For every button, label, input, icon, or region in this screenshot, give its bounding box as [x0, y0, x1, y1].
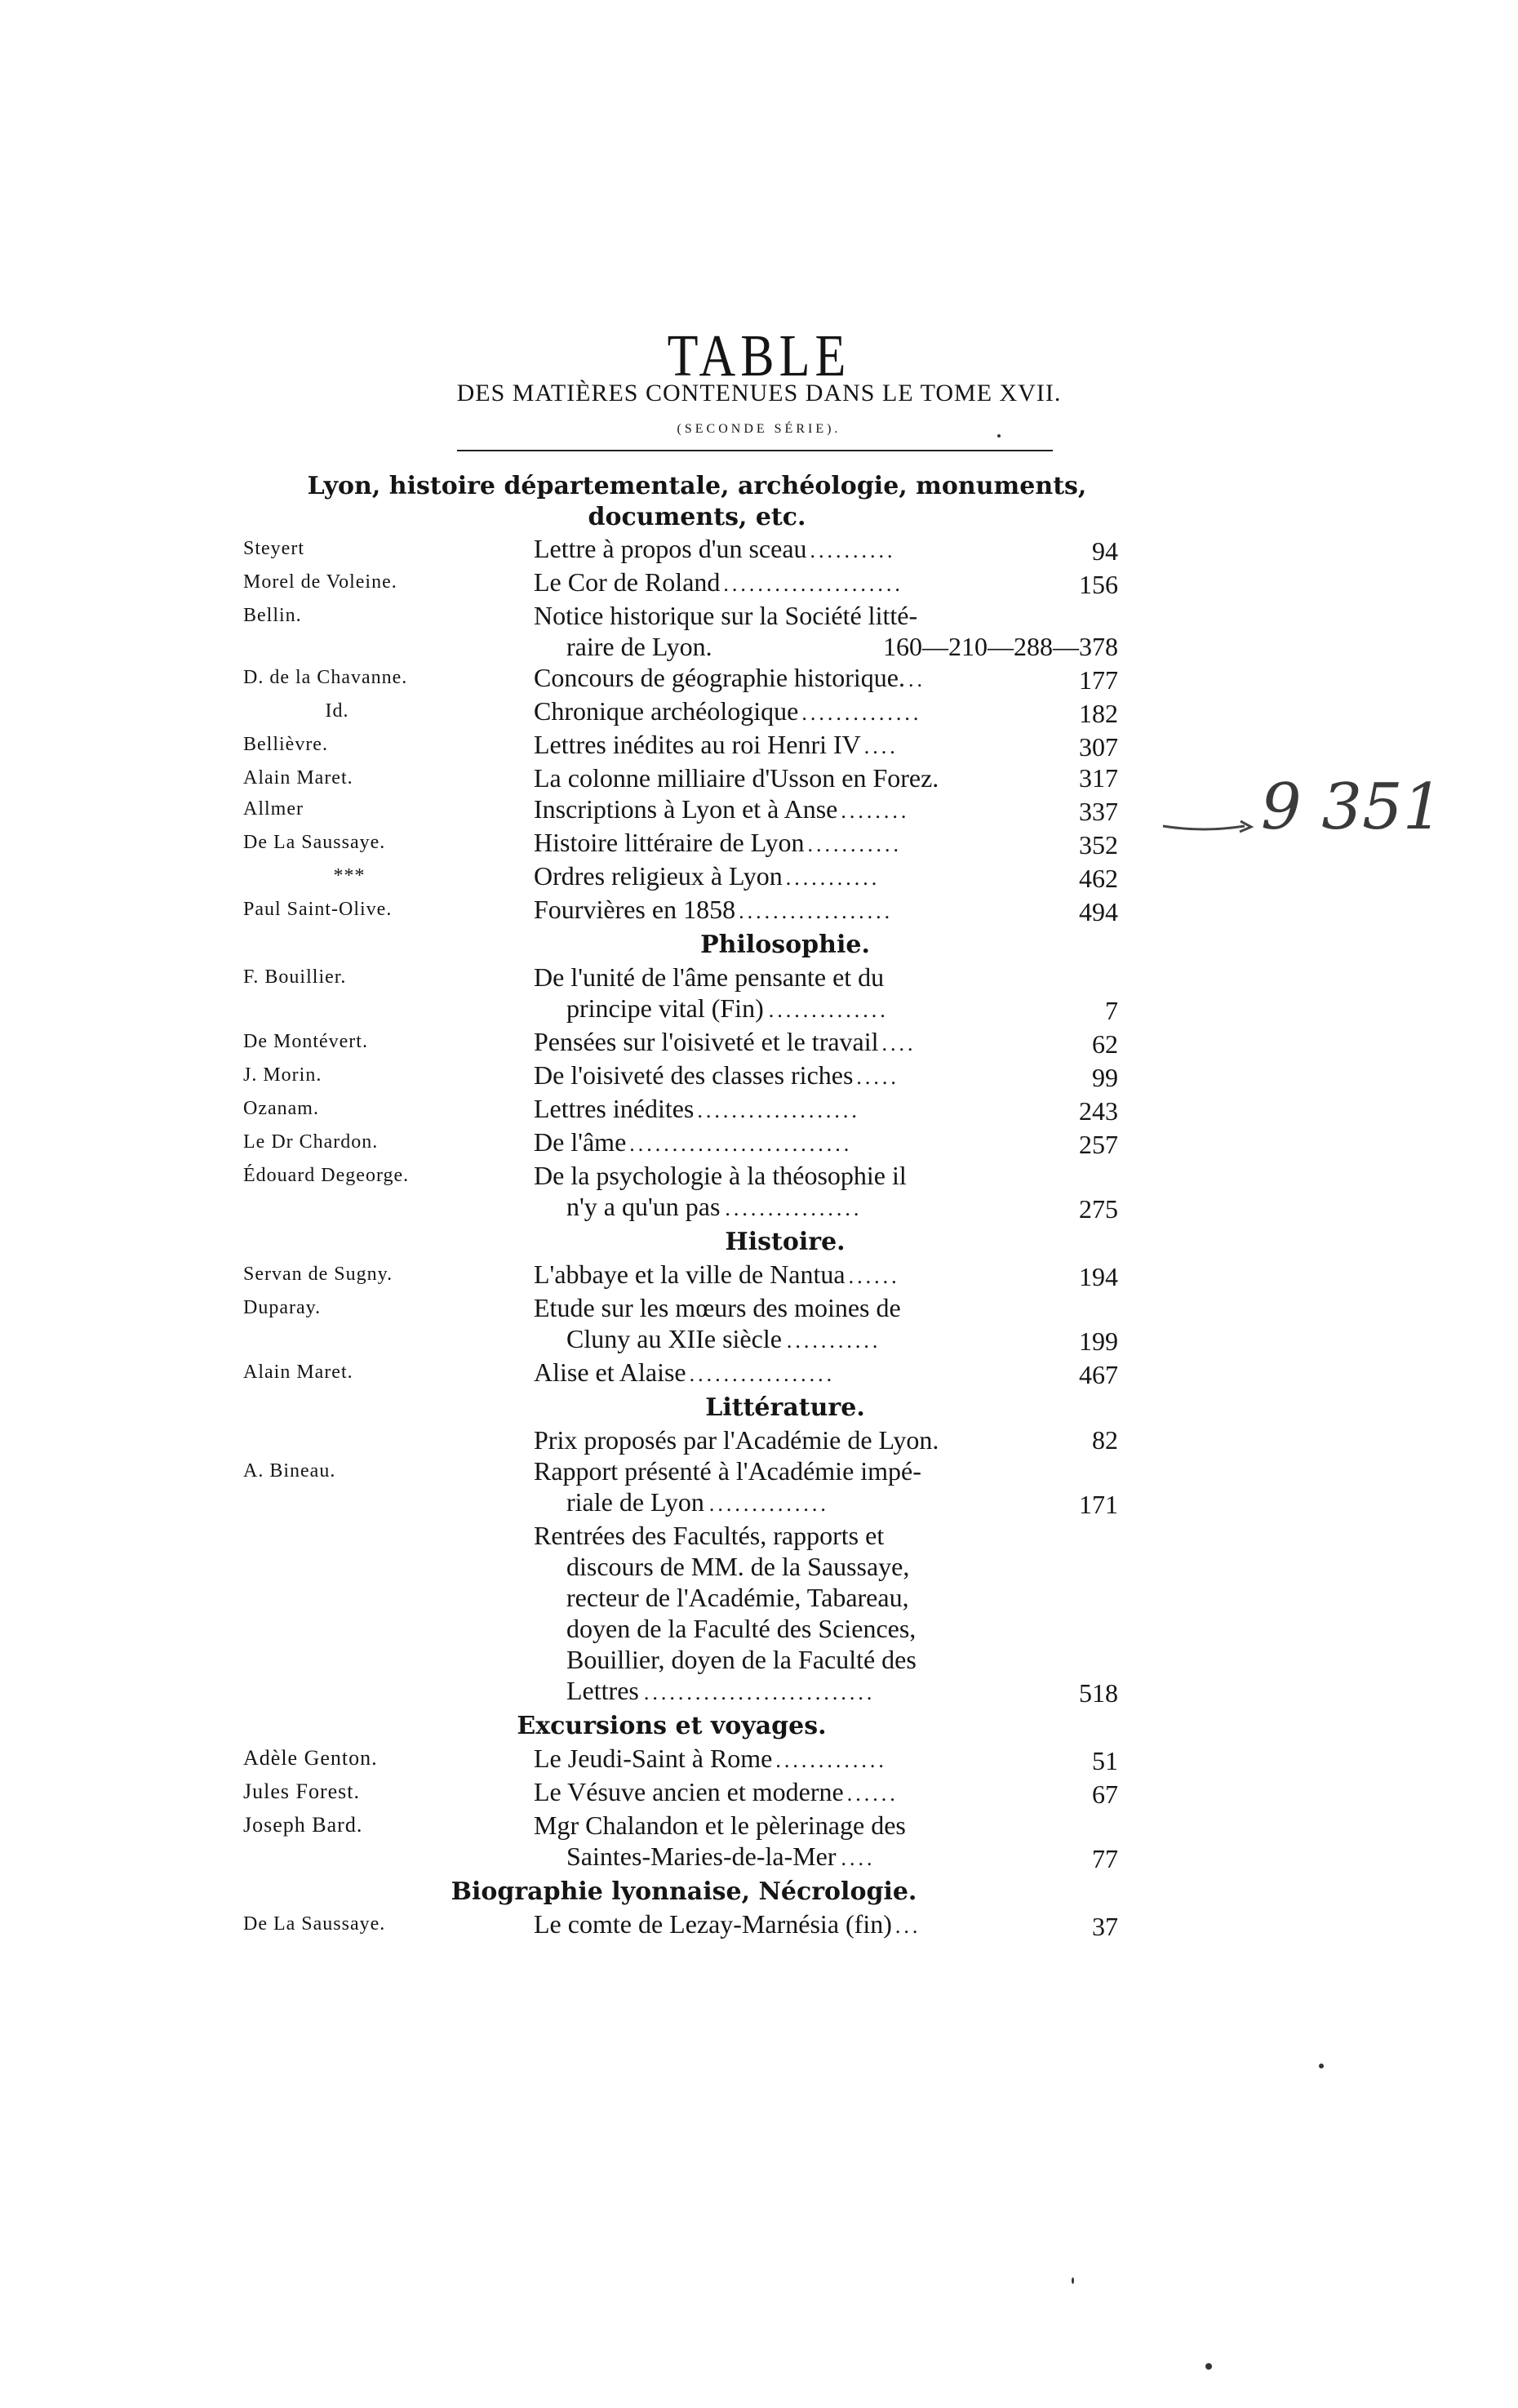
page-title: TABLE — [667, 323, 851, 389]
entry-page: 171 — [1079, 1490, 1118, 1519]
entry-author: Allmer — [243, 798, 304, 820]
entry-title: Histoire littéraire de Lyon ........... — [534, 828, 902, 857]
toc-entry — [243, 1357, 1118, 1390]
entry-page: 243 — [1079, 1096, 1118, 1126]
entry-page: 82 — [1092, 1425, 1118, 1455]
entry-author: Adèle Genton. — [243, 1746, 378, 1770]
toc-entry — [243, 860, 1118, 894]
toc-entry — [243, 566, 1118, 600]
entry-author: De La Saussaye. — [243, 832, 386, 853]
entry-title: L'abbaye et la ville de Nantua ...... — [534, 1260, 900, 1289]
toc-entry — [243, 1126, 1118, 1160]
entry-title: Inscriptions à Lyon et à Anse ........ — [534, 794, 910, 824]
entry-title: De la psychologie à la théosophie il n'y a qu'un pas ................ — [534, 1161, 907, 1221]
entry-author: De La Saussaye. — [243, 1913, 386, 1935]
entry-title: Rentrées des Facultés, rapports et discours de MM. de la Saussaye, recteur de l'Académie, Tabareau, doyen de la Faculté des Sciences, Bouillier, doyen de la Faculté des Lettres ........................... — [534, 1521, 917, 1705]
entry-title: Ordres religieux à Lyon ........... — [534, 861, 881, 891]
toc-entry — [243, 1160, 1118, 1224]
entry-title: De l'oisiveté des classes riches ..... — [534, 1060, 899, 1090]
section-heading-philosophie: Philosophie. — [700, 931, 870, 959]
entry-author: Servan de Sugny. — [243, 1264, 393, 1285]
header-rule — [457, 450, 1053, 451]
toc-entry — [243, 1455, 1118, 1520]
toc-entry — [243, 1060, 1118, 1093]
entry-author: Le Dr Chardon. — [243, 1131, 379, 1153]
entry-title: Rapport présenté à l'Académie impé- riale de Lyon .............. — [534, 1456, 921, 1517]
toc-entry — [243, 533, 1118, 566]
entry-page: 275 — [1079, 1194, 1118, 1224]
entry-author: Édouard Degeorge. — [243, 1165, 410, 1186]
entry-page: 156 — [1079, 570, 1118, 599]
entry-page: 99 — [1092, 1063, 1118, 1092]
entry-page: 337 — [1079, 797, 1118, 826]
entry-title: Le Vésuve ancien et moderne ...... — [534, 1777, 899, 1806]
toc-entry — [243, 827, 1118, 860]
entry-page: 51 — [1092, 1746, 1118, 1775]
scan-speck — [1072, 2277, 1074, 2284]
toc-entry — [243, 1026, 1118, 1060]
toc-entry — [243, 1776, 1118, 1810]
entry-page: 160—210—288—378 — [883, 632, 1118, 661]
toc-entry — [243, 729, 1118, 762]
entry-page: 7 — [1105, 996, 1118, 1025]
toc-entry — [243, 695, 1118, 729]
entry-title: Lettres inédites au roi Henri IV .... — [534, 730, 899, 759]
entry-title: Le Cor de Roland ..................... — [534, 567, 903, 597]
toc-entry — [243, 1743, 1118, 1776]
series-label: (SECONDE SÉRIE). — [677, 422, 841, 436]
entry-page: 518 — [1079, 1678, 1118, 1708]
entry-title: De l'âme .......................... — [534, 1127, 853, 1157]
entry-title: Alise et Alaise ................. — [534, 1357, 836, 1387]
entry-title: Prix proposés par l'Académie de Lyon. — [534, 1425, 939, 1455]
toc-entry — [243, 1292, 1118, 1357]
entry-page: 94 — [1092, 536, 1118, 566]
svg-text:9 351: 9 351 — [1261, 771, 1444, 844]
entry-author: F. Bouillier. — [243, 966, 347, 988]
toc-entry — [243, 600, 1118, 662]
entry-page: 352 — [1079, 830, 1118, 860]
entry-page: 199 — [1079, 1326, 1118, 1356]
section-heading-excursions: Excursions et voyages. — [517, 1712, 827, 1740]
entry-author: Bellin. — [243, 605, 302, 626]
section-heading-histoire: Histoire. — [725, 1228, 846, 1256]
entry-title: De l'unité de l'âme pensante et du principe vital (Fin) .............. — [534, 962, 889, 1023]
section-heading-litterature: Littérature. — [705, 1393, 865, 1422]
section-heading-lyon: Lyon, histoire départementale, archéologie, monuments, documents, etc. — [307, 472, 1087, 531]
toc-entry — [243, 1908, 1118, 1942]
entry-page: 37 — [1092, 1912, 1118, 1941]
entry-title: Chronique archéologique .............. — [534, 696, 922, 726]
entry-page: 307 — [1079, 732, 1118, 762]
entry-title: Notice historique sur la Société litté- raire de Lyon. — [534, 601, 918, 661]
entry-title: La colonne milliaire d'Usson en Forez. — [534, 763, 939, 793]
section-heading-biographie: Biographie lyonnaise, Nécrologie. — [451, 1877, 917, 1906]
scan-speck — [997, 434, 1001, 438]
entry-author: Id. — [325, 700, 349, 722]
entry-title: Le Jeudi-Saint à Rome ............. — [534, 1744, 887, 1773]
table-of-contents — [243, 469, 1118, 1942]
entry-page: 462 — [1079, 864, 1118, 893]
entry-page: 67 — [1092, 1779, 1118, 1809]
entry-title: Etude sur les mœurs des moines de Cluny au XIIe siècle ........... — [534, 1293, 901, 1353]
entry-page: 257 — [1079, 1130, 1118, 1159]
entry-page: 77 — [1092, 1844, 1118, 1873]
entry-title: Lettres inédites ................... — [534, 1094, 860, 1123]
entry-author: *** — [333, 865, 366, 886]
toc-entry — [243, 1810, 1118, 1874]
toc-entry — [243, 762, 1118, 793]
entry-title: Pensées sur l'oisiveté et le travail .... — [534, 1027, 917, 1056]
toc-entry — [243, 1424, 1118, 1455]
scan-speck — [1205, 2363, 1212, 2370]
toc-entry — [243, 1093, 1118, 1126]
entry-title: Concours de géographie historique. .. — [534, 663, 925, 692]
entry-author: Morel de Voleine. — [243, 571, 397, 593]
entry-author: Alain Maret. — [243, 767, 353, 789]
entry-author: Duparay. — [243, 1297, 322, 1318]
toc-entry — [243, 1520, 1118, 1708]
toc-entry — [243, 662, 1118, 695]
entry-page: 177 — [1079, 665, 1118, 695]
entry-author: Paul Saint-Olive. — [243, 899, 393, 920]
entry-author: A. Bineau. — [243, 1460, 336, 1482]
toc-entry — [243, 894, 1118, 927]
entry-author: Steyert — [243, 538, 304, 559]
entry-author: D. de la Chavanne. — [243, 667, 408, 688]
entry-title: Le comte de Lezay-Marnésia (fin) ... — [534, 1909, 921, 1939]
toc-entry — [243, 1259, 1118, 1292]
entry-author: Ozanam. — [243, 1098, 319, 1119]
entry-author: Alain Maret. — [243, 1362, 353, 1383]
entry-author: De Montévert. — [243, 1031, 368, 1052]
scan-speck — [1319, 2064, 1324, 2068]
page-subtitle: DES MATIÈRES CONTENUES DANS LE TOME XVII. — [456, 380, 1062, 407]
entry-page: 62 — [1092, 1029, 1118, 1059]
entry-page: 317 — [1079, 763, 1118, 793]
entry-author: J. Morin. — [243, 1064, 322, 1086]
entry-title: Lettre à propos d'un sceau .......... — [534, 534, 896, 563]
entry-page: 494 — [1079, 897, 1118, 926]
entry-author: Joseph Bard. — [243, 1813, 363, 1837]
toc-entry — [243, 793, 1118, 827]
entry-page: 182 — [1079, 699, 1118, 728]
entry-title: Mgr Chalandon et le pèlerinage des Saintes-Maries-de-la-Mer .... — [534, 1810, 906, 1871]
entry-author: Jules Forest. — [243, 1779, 360, 1803]
entry-page: 467 — [1079, 1360, 1118, 1389]
toc-entry — [243, 962, 1118, 1026]
handwritten-margin-note — [1155, 751, 1444, 865]
entry-author: Bellièvre. — [243, 734, 328, 755]
entry-title: Fourvières en 1858 .................. — [534, 895, 894, 924]
entry-page: 194 — [1079, 1262, 1118, 1291]
